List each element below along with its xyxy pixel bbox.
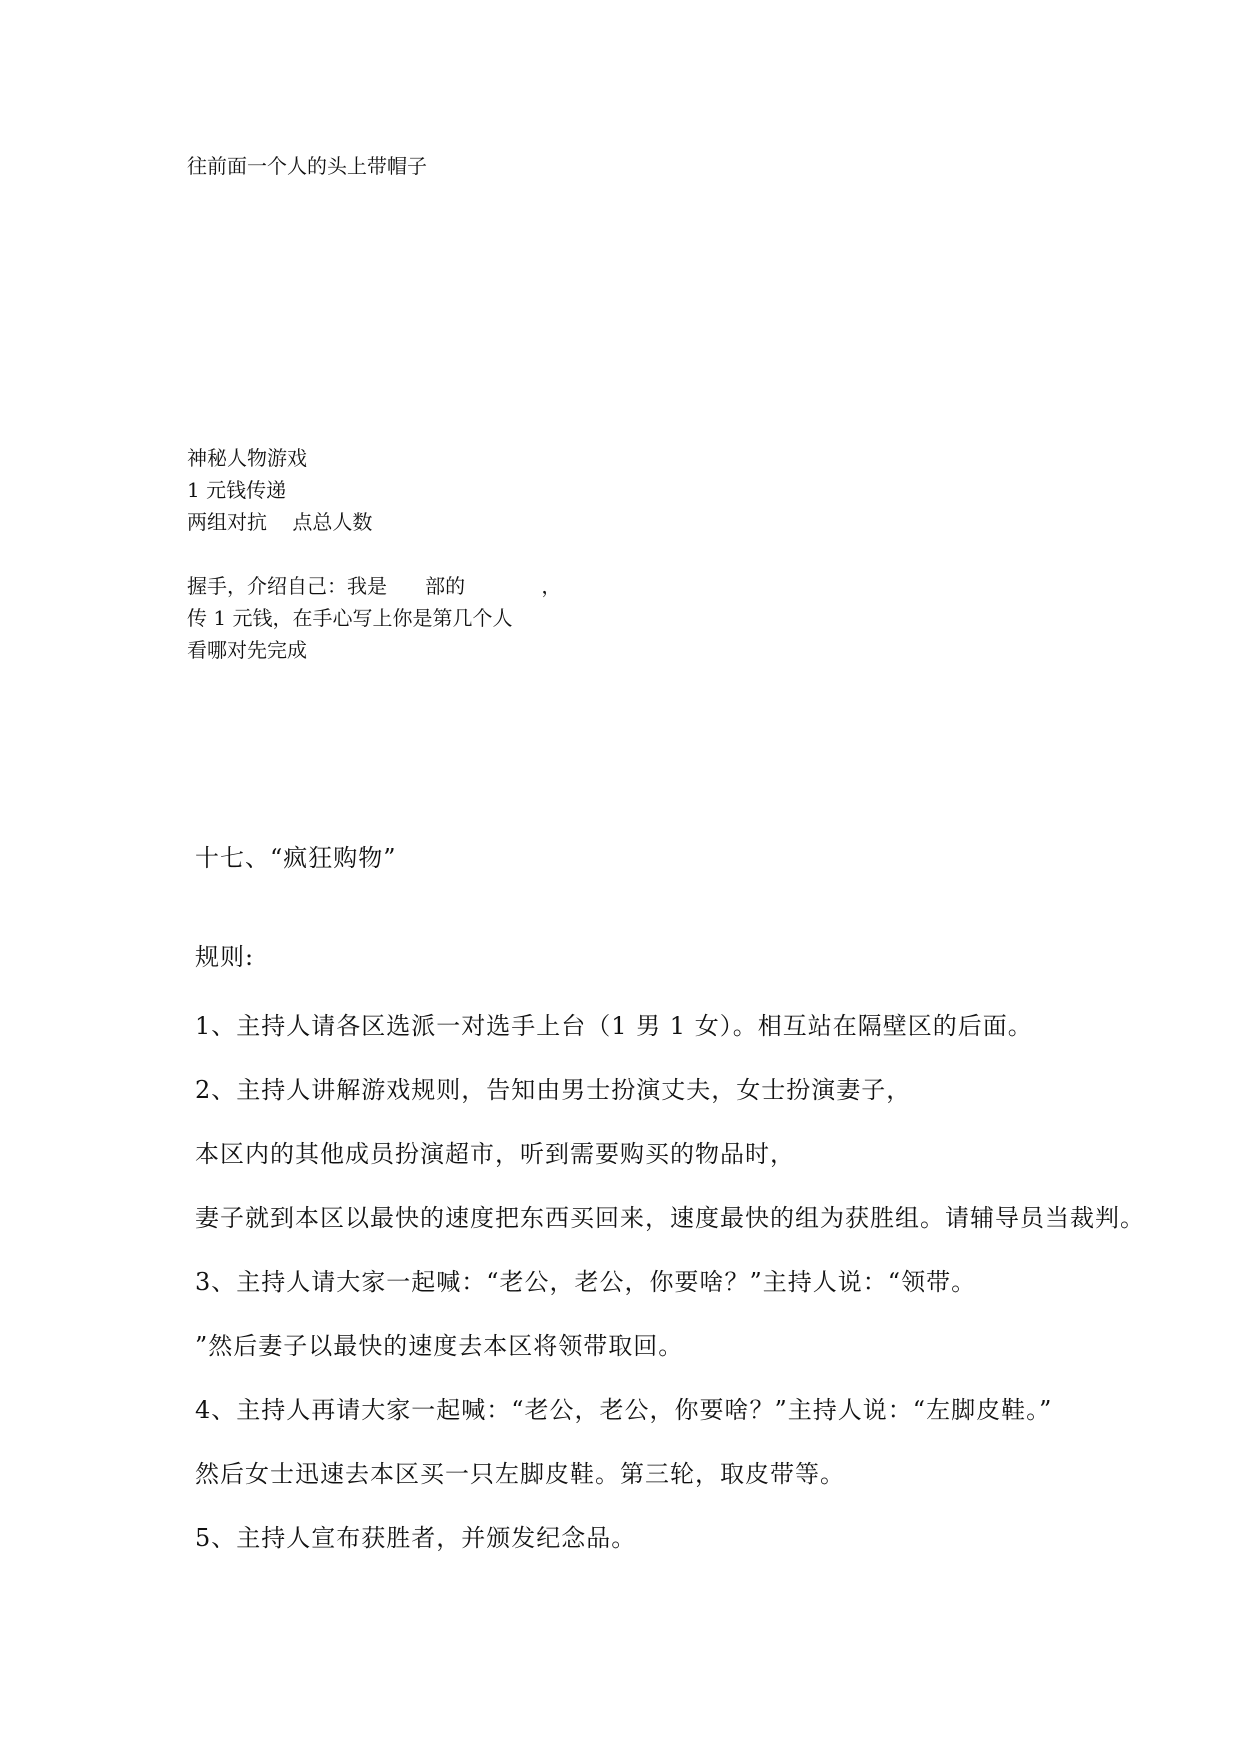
section-title: 十七、“疯狂购物” <box>195 844 397 872</box>
rule-line: ”然后妻子以最快的速度去本区将领带取回。 <box>195 1332 684 1360</box>
rule-line: 2、主持人讲解游戏规则，告知由男士扮演丈夫，女士扮演妻子， <box>195 1076 912 1104</box>
game-step-finish: 看哪对先完成 <box>187 638 307 662</box>
game-title-mystery-person: 神秘人物游戏 <box>187 446 307 470</box>
rule-line: 本区内的其他成员扮演超市，听到需要购买的物品时， <box>195 1140 795 1168</box>
game-step-write-number: 传 1 元钱，在手心写上你是第几个人 <box>187 606 513 630</box>
game-step-handshake: 握手，介绍自己：我是 部的 ， <box>187 574 562 598</box>
rules-label: 规则: <box>195 943 255 971</box>
rule-line: 5、主持人宣布获胜者，并颁发纪念品。 <box>195 1524 637 1552</box>
rule-line: 妻子就到本区以最快的速度把东西买回来，速度最快的组为获胜组。请辅导员当裁判。 <box>195 1204 1145 1232</box>
rule-line: 然后女士迅速去本区买一只左脚皮鞋。第三轮，取皮带等。 <box>195 1460 845 1488</box>
hat-instruction: 往前面一个人的头上带帽子 <box>187 154 427 178</box>
game-note-two-teams: 两组对抗 点总人数 <box>187 510 373 534</box>
rule-line: 3、主持人请大家一起喊：“老公，老公，你要啥？”主持人说：“领带。 <box>195 1268 977 1296</box>
rule-line: 4、主持人再请大家一起喊：“老公，老公，你要啥？”主持人说：“左脚皮鞋。” <box>195 1396 1053 1424</box>
rule-line: 1、主持人请各区选派一对选手上台（1 男 1 女）。相互站在隔壁区的后面。 <box>195 1012 1033 1040</box>
game-note-pass-coin: 1 元钱传递 <box>187 478 287 502</box>
